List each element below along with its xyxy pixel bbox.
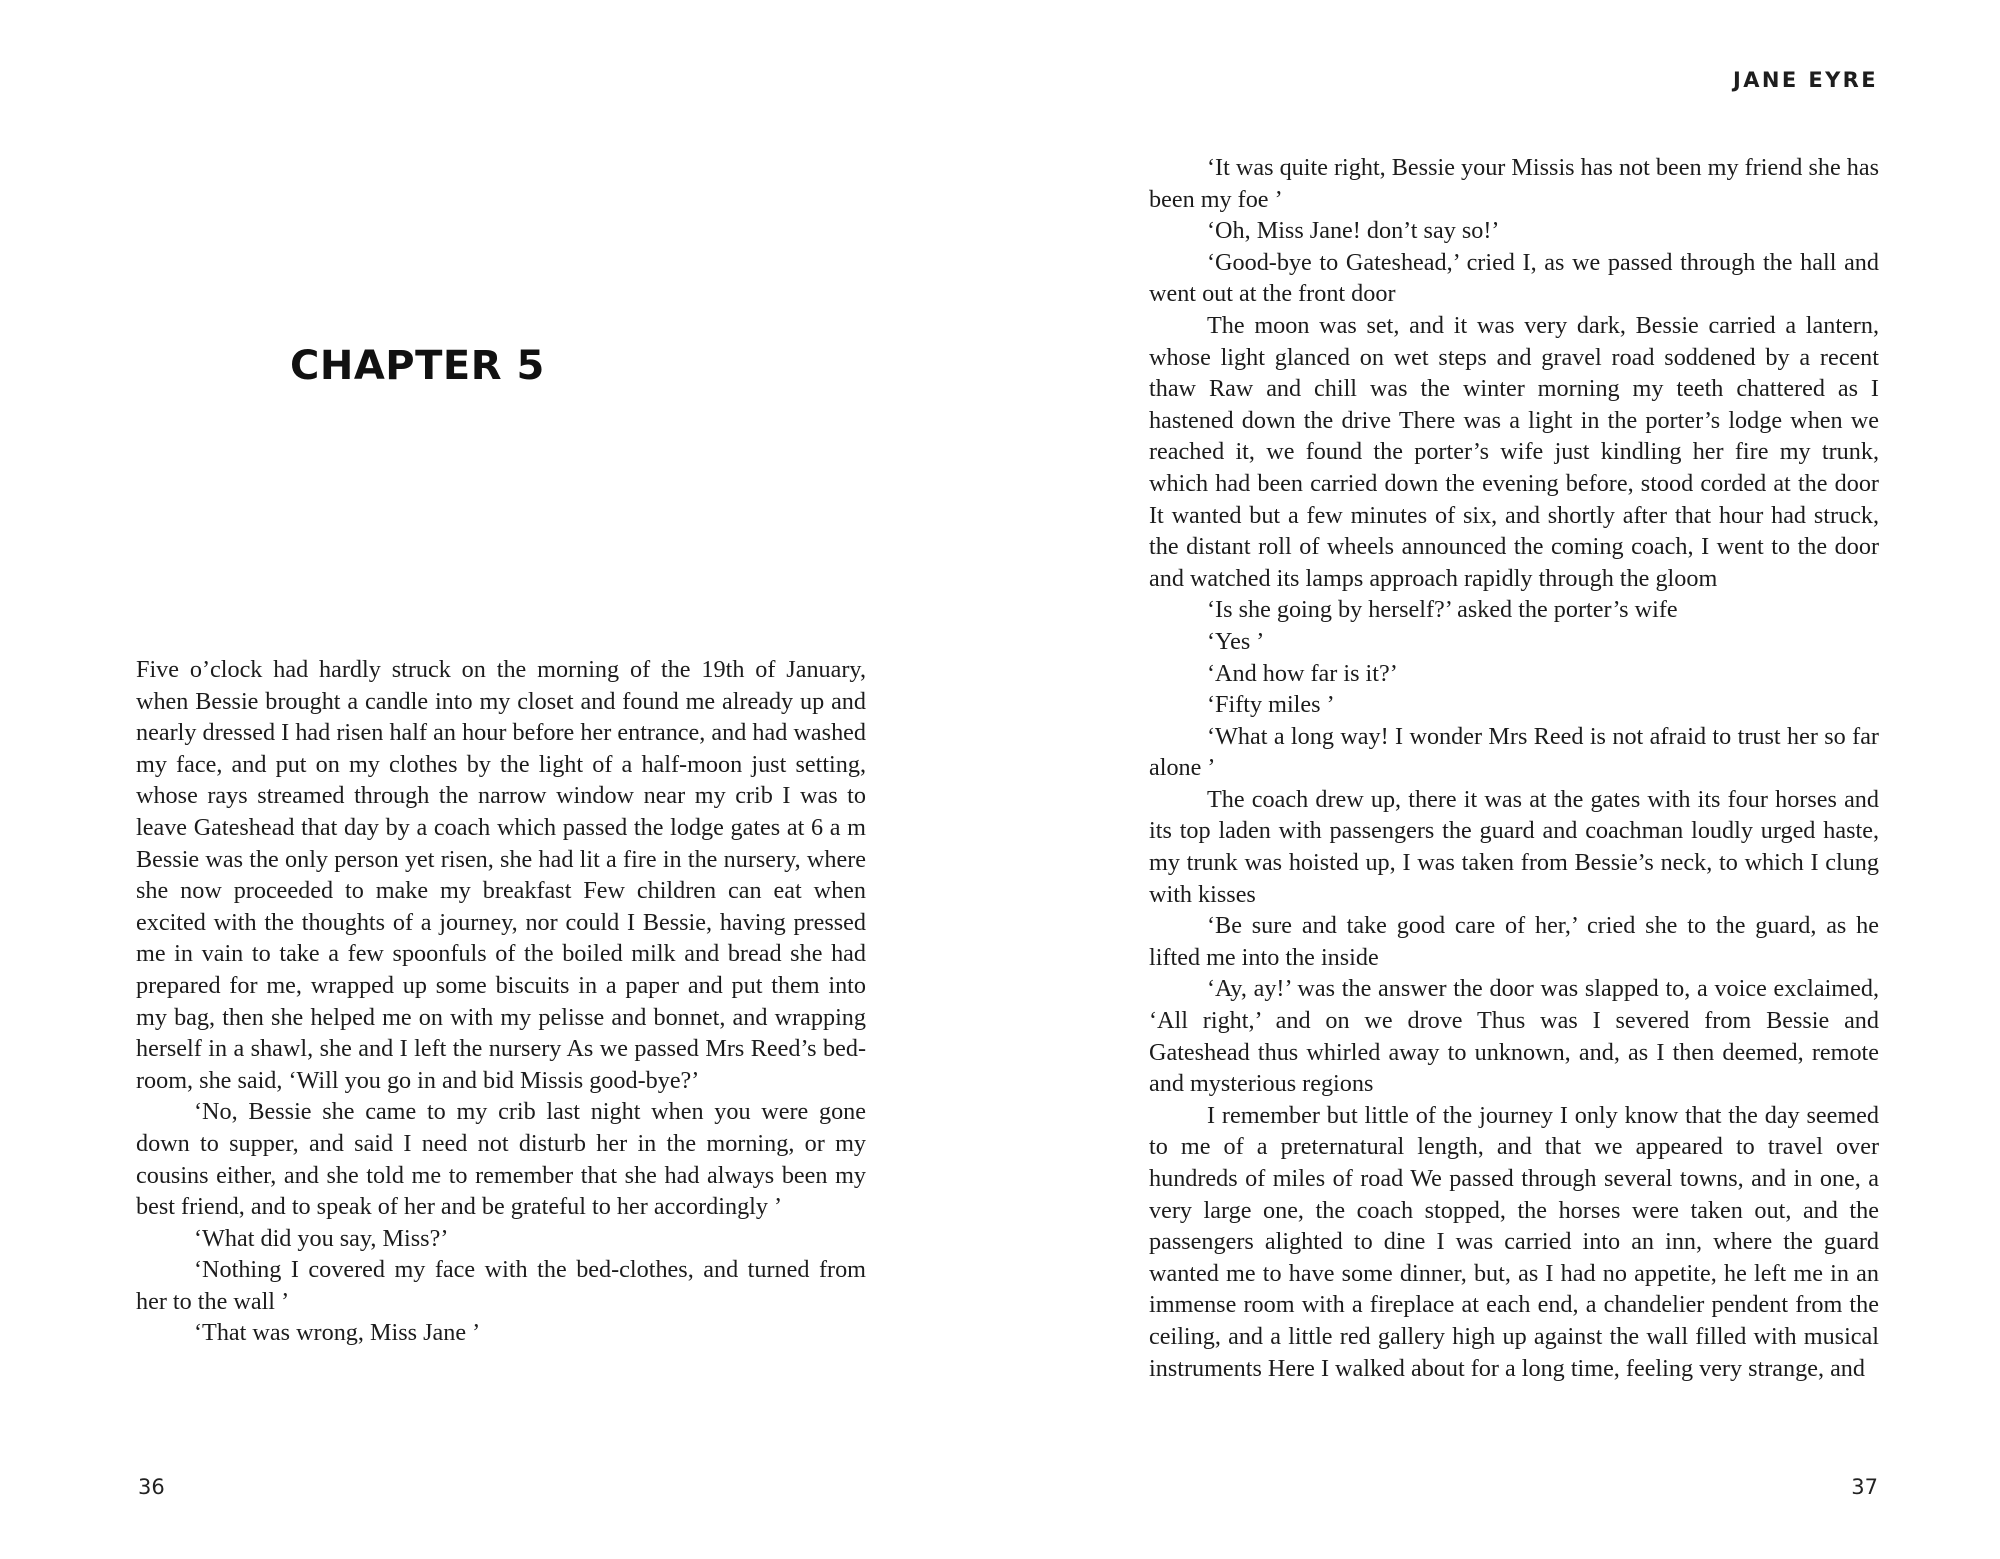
right-page [1000,0,2000,1559]
right-page-body [1149,152,1879,1384]
paragraph: ‘No, Bessie she came to my crib last night when you were gone down to supper, and said I need not disturb her in the morning, or my cousins either, and she told me to remember that she had always been my best friend, and to speak of her and be grateful to her accordingly ’ [136,1098,866,1221]
paragraph: The coach drew up, there it was at the gates with its four horses and its top laden with passengers the guard and coachman loudly urged haste, my trunk was hoisted up, I was taken from Bessie’s neck, to which I clung with kisses [1149,785,1879,908]
paragraph: ‘And how far is it?’ [1207,659,1398,687]
paragraph: ‘Is she going by herself?’ asked the porter’s wife [1207,596,1678,624]
paragraph: ‘Ay, ay!’ was the answer the door was slapped to, a voice exclaimed, ‘All right,’ and on we drove Thus was I severed from Bessie and Gateshead thus whirled away to unknown, and, as I then deemed, remote and mysterious regions [1149,975,1879,1098]
paragraph: ‘It was quite right, Bessie your Missis has not been my friend she has been my foe ’ [1149,154,1879,213]
paragraph: Five o’clock had hardly struck on the morning of the 19th of January, when Bessie brought a candle into my closet and found me already up and nearly dressed I had risen half an hour before her entrance, and had washed my face, and put on my clothes by the light of a half-moon just setting, whose rays streamed through the narrow window near my crib I was to leave Gateshead that day by a coach which passed the lodge gates at 6 a m Bessie was the only person yet risen, she had lit a fire in the nursery, where she now proceeded to make my breakfast Few children can eat when excited with the thoughts of a journey, nor could I Bessie, having pressed me in vain to take a few spoonfuls of the boiled milk and bread she had prepared for me, wrapped up some biscuits in a paper and put them into my bag, then she helped me on with my pelisse and bonnet, and wrapping herself in a shawl, she and I left the nursery As we passed Mrs Reed’s bed-room, she said, ‘Will you go in and bid Missis good-bye?’ [136,656,866,1094]
page-number-right: 37 [1851,1475,1878,1499]
paragraph: ‘Good-bye to Gateshead,’ cried I, as we passed through the hall and went out at the front door [1149,248,1879,308]
paragraph: ‘That was wrong, Miss Jane ’ [194,1319,481,1347]
chapter-title: CHAPTER 5 [290,343,545,389]
paragraph: ‘Be sure and take good care of her,’ cried she to the guard, as he lifted me into the inside [1149,912,1879,971]
paragraph: ‘What did you say, Miss?’ [194,1224,449,1252]
paragraph: ‘Fifty miles ’ [1207,691,1335,719]
paragraph: ‘Yes ’ [1207,627,1265,655]
left-page-body [136,654,866,1349]
paragraph: The moon was set, and it was very dark, Bessie carried a lantern, whose light glanced on wet steps and gravel road soddened by a recent thaw Raw and chill was the winter morning my teeth chattered as I hastened down the drive There was a light in the porter’s lodge when we reached it, we found the porter’s wife just kindling her fire my trunk, which had been carried down the evening before, stood corded at the door It wanted but a few minutes of six, and shortly after that hour had struck, the distant roll of wheels announced the coming coach, I went to the door and watched its lamps approach rapidly through the gloom [1149,311,1879,592]
paragraph: ‘What a long way! I wonder Mrs Reed is not afraid to trust her so far alone ’ [1149,722,1879,782]
paragraph: ‘Nothing I covered my face with the bed-clothes, and turned from her to the wall ’ [136,1256,866,1315]
page-number-left: 36 [138,1475,165,1499]
paragraph: I remember but little of the journey I only know that the day seemed to me of a preternatural length, and that we appeared to travel over hundreds of miles of road We passed through several towns, and in one, a very large one, the coach stopped, the horses were taken out, and the passengers alighted to dine I was carried into an inn, where the guard wanted me to have some dinner, but, as I had no appetite, he left me in an immense room with a fireplace at each end, a chandelier pendent from the ceiling, and a little red gallery high up against the wall filled with musical instruments Here I walked about for a long time, feeling very strange, and [1149,1101,1879,1382]
running-head: JANE EYRE [1733,68,1878,92]
paragraph: ‘Oh, Miss Jane! don’t say so!’ [1207,217,1500,245]
